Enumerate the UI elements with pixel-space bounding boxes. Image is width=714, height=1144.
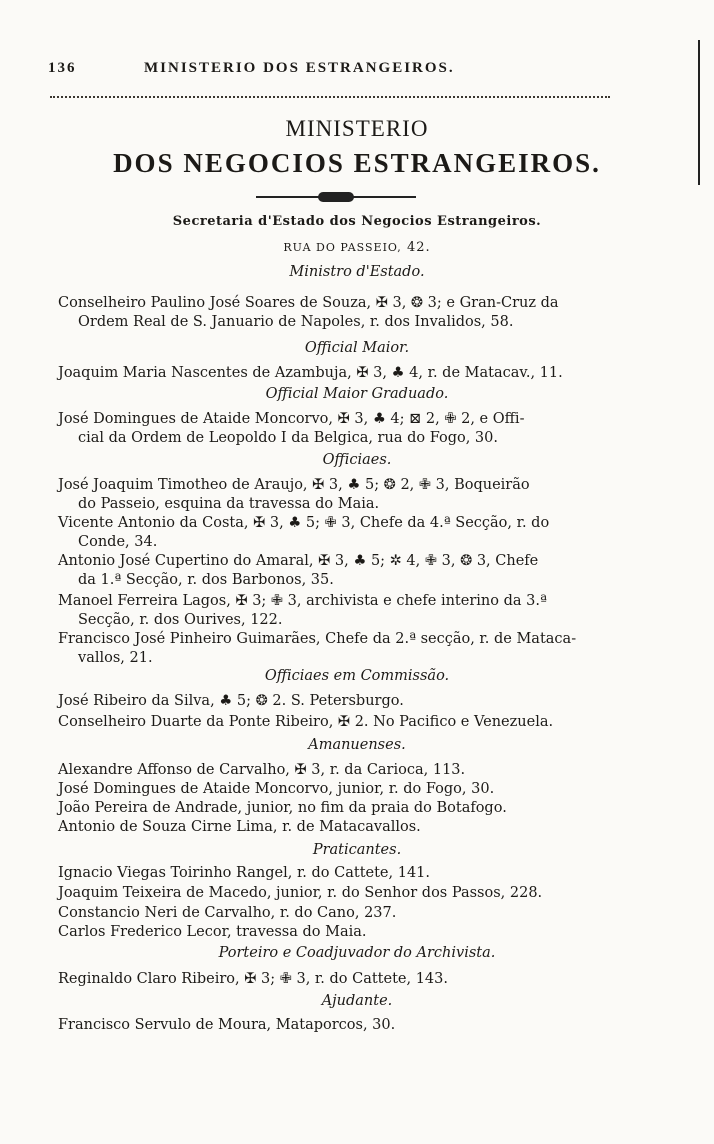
entry-15 [58, 864, 624, 883]
header-rule [50, 96, 610, 101]
secretaria-heading: Secretaria d'Estado dos Negocios Estrangeiros. [172, 214, 542, 229]
section-amanuenses: Amanuenses. [308, 737, 406, 753]
entry-15-line-1: Ignacio Viegas Toirinho Rangel, r. do Cattete, 141. [58, 865, 431, 881]
section-ministro: Ministro d'Estado. [289, 264, 425, 280]
entry-5 [58, 514, 624, 552]
entry-18 [58, 923, 624, 942]
address-number: 42. [406, 240, 431, 255]
title-line-2: DOS NEGOCIOS ESTRANGEIROS. [113, 148, 601, 178]
section-officiaes-commissao: Officiaes em Commissão. [264, 668, 450, 684]
entry-7-line-2: Secção, r. dos Ourives, 122. [78, 612, 283, 628]
entry-10 [58, 713, 624, 732]
entry-12-line-1: José Domingues de Ataide Moncorvo, junior, r. do Fogo, 30. [58, 781, 495, 797]
entry-9 [58, 692, 624, 711]
entry-4 [58, 476, 624, 514]
entry-10-line-1: Conselheiro Duarte da Ponte Ribeiro, ✠ 2. No Pacifico e Venezuela. [58, 714, 554, 730]
page-number: 136 [48, 60, 77, 76]
entry-8-line-1: Francisco José Pinheiro Guimarães, Chefe da 2.ª secção, r. de Mataca- [58, 631, 577, 647]
entry-3 [58, 410, 624, 448]
entry-12 [58, 780, 624, 799]
entry-17 [58, 904, 624, 923]
entry-2 [58, 364, 624, 383]
entry-6-line-2: da 1.ª Secção, r. dos Barbonos, 35. [78, 572, 334, 588]
section-ajudante: Ajudante. [321, 993, 393, 1009]
entry-17-line-1: Constancio Neri de Carvalho, r. do Cano, 237. [58, 905, 397, 921]
entry-7-line-1: Manoel Ferreira Lagos, ✠ 3; ✙ 3, archivista e chefe interino da 3.ª [58, 593, 547, 609]
entry-4-line-1: José Joaquim Timotheo de Araujo, ✠ 3, ♣ 5; ❂ 2, ✙ 3, Boqueirão [58, 477, 530, 493]
entry-13 [58, 799, 624, 818]
entry-14-line-1: Antonio de Souza Cirne Lima, r. de Matacavallos. [58, 819, 421, 835]
entry-19 [58, 970, 624, 989]
entry-9-line-1: José Ribeiro da Silva, ♣ 5; ❂ 2. S. Petersburgo. [58, 693, 404, 709]
entry-20 [58, 1016, 624, 1035]
running-title: MINISTERIO DOS ESTRANGEIROS. [144, 60, 455, 76]
entry-19-line-1: Reginaldo Claro Ribeiro, ✠ 3; ✙ 3, r. do Cattete, 143. [58, 971, 448, 987]
entry-8-line-2: vallos, 21. [78, 650, 153, 666]
entry-18-line-1: Carlos Frederico Lecor, travessa do Maia. [58, 924, 367, 940]
entry-6-line-1: Antonio José Cupertino do Amaral, ✠ 3, ♣ 5; ✲ 4, ✙ 3, ❂ 3, Chefe [58, 553, 539, 569]
entry-20-line-1: Francisco Servulo de Moura, Mataporcos, 30. [58, 1017, 396, 1033]
entry-5-line-2: Conde, 34. [78, 534, 158, 550]
address-street: RUA DO PASSEIO, [283, 241, 402, 254]
entry-13-line-1: João Pereira de Andrade, junior, no fim da praia do Botafogo. [58, 800, 507, 816]
entry-4-line-2: do Passeio, esquina da travessa do Maia. [78, 496, 380, 512]
entry-2-line-1: Joaquim Maria Nascentes de Azambuja, ✠ 3, ♣ 4, r. de Matacav., 11. [58, 365, 563, 381]
section-officiaes: Officiaes. [322, 452, 392, 468]
entry-16-line-1: Joaquim Teixeira de Macedo, junior, r. do Senhor dos Passos, 228. [58, 885, 543, 901]
entry-11-line-1: Alexandre Affonso de Carvalho, ✠ 3, r. da Carioca, 113. [58, 762, 466, 778]
entry-5-line-1: Vicente Antonio da Costa, ✠ 3, ♣ 5; ✙ 3, Chefe da 4.ª Secção, r. do [58, 515, 550, 531]
entry-11 [58, 761, 624, 780]
entry-7 [58, 592, 624, 630]
section-official-maior-graduado: Official Maior Graduado. [265, 386, 449, 402]
entry-1 [58, 294, 624, 332]
section-praticantes: Praticantes. [312, 842, 402, 858]
entry-1-line-2: Ordem Real de S. Januario de Napoles, r. dos Invalidos, 58. [78, 314, 514, 330]
section-porteiro: Porteiro e Coadjuvador do Archivista. [218, 945, 496, 961]
entry-16 [58, 884, 624, 903]
ornament-divider [256, 194, 416, 200]
address-line [0, 240, 714, 255]
entry-1-line-1: Conselheiro Paulino José Soares de Souza, ✠ 3, ❂ 3; e Gran-Cruz da [58, 295, 559, 311]
title-line-1: MINISTERIO [285, 116, 429, 141]
entry-6 [58, 552, 624, 590]
entry-14 [58, 818, 624, 837]
entry-3-line-2: cial da Ordem de Leopoldo I da Belgica, rua do Fogo, 30. [78, 430, 498, 446]
section-official-maior: Official Maior. [304, 340, 410, 356]
entry-3-line-1: José Domingues de Ataide Moncorvo, ✠ 3, ♣ 4; ⊠ 2, ✙ 2, e Offi- [58, 411, 525, 427]
entry-8 [58, 630, 624, 668]
